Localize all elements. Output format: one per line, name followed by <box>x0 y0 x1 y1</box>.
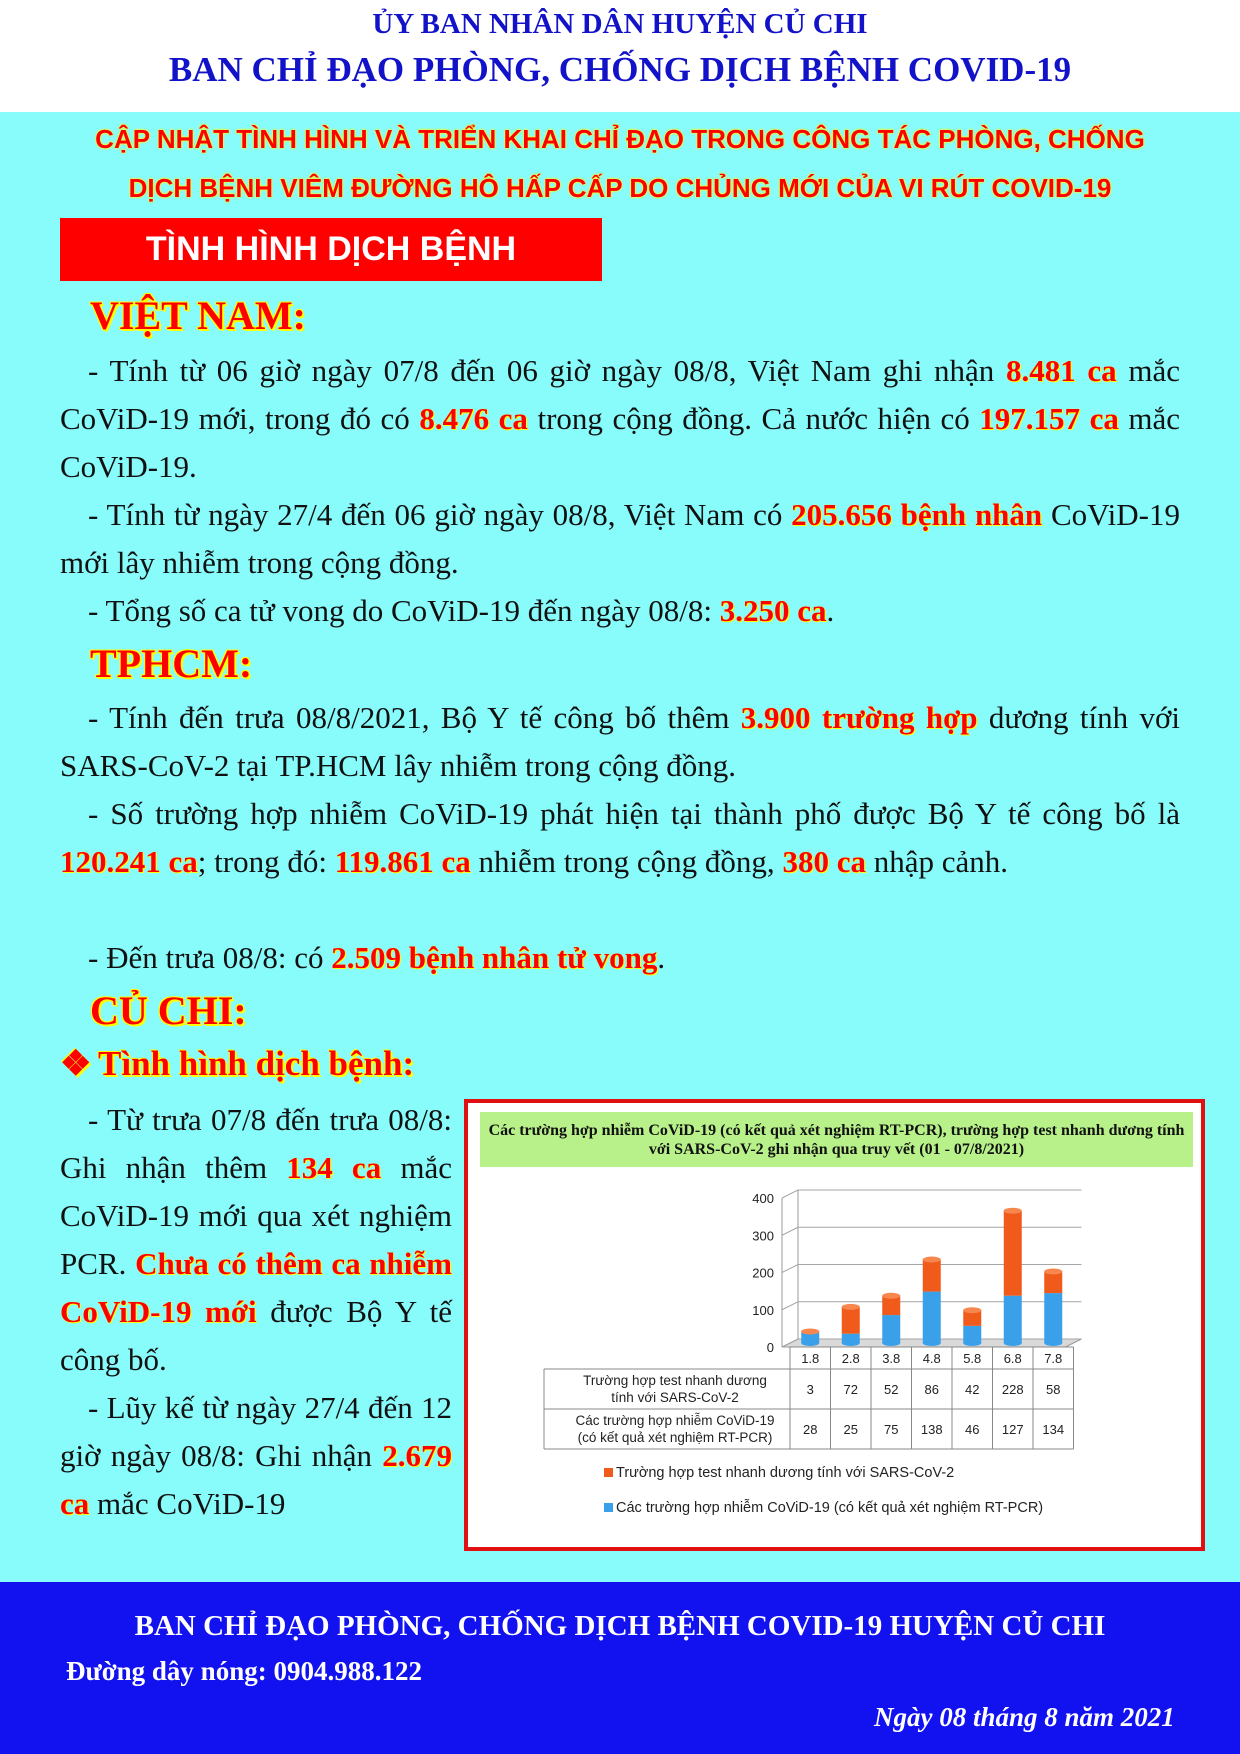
heading-vietnam: VIỆT NAM: <box>90 293 306 338</box>
cuchi-paragraph-1: - Từ trưa 07/8 đến trưa 08/8: Ghi nhận thêm 134 ca mắc CoViD-19 mới qua xét nghiệm PCR. Chưa có thêm ca nhiễm CoViD-19 mới được Bộ Y tế công bố. <box>60 1102 453 1377</box>
table-row-label: (có kết quả xét nghiệm RT-PCR) <box>577 1430 773 1445</box>
y-tick-label: 100 <box>752 1302 774 1318</box>
y-tick-label: 300 <box>752 1228 774 1244</box>
bar-base-cap <box>882 1340 900 1346</box>
bar-base-cap <box>923 1340 941 1346</box>
subtitle-line-2: DỊCH BỆNH VIÊM ĐƯỜNG HÔ HẤP CẤP DO CHỦNG MỚI CỦA VI RÚT COVID-19 <box>128 173 1112 203</box>
table-value: 138 <box>920 1422 943 1437</box>
bar-top-cap <box>1004 1208 1022 1214</box>
table-value: 42 <box>965 1382 980 1397</box>
bar-rt-pcr <box>1004 1296 1022 1343</box>
table-value: 58 <box>1046 1382 1061 1397</box>
footer-committee: BAN CHỈ ĐẠO PHÒNG, CHỐNG DỊCH BỆNH COVID-19 HUYỆN CỦ CHI <box>134 1610 1106 1642</box>
chart-title: Các trường hợp nhiễm CoViD-19 (có kết quả xét nghiệm RT-PCR), trường hợp test nhanh dương tính với SARS-CoV-2 ghi nhận qua truy vết (01 - 07/8/2021) <box>480 1112 1193 1167</box>
stacked-bar-chart <box>468 1103 1201 1547</box>
bar-top-cap <box>882 1293 900 1299</box>
cuchi-text-column <box>60 1096 452 1528</box>
table-row-label: Các trường hợp nhiễm CoViD-19 <box>575 1413 775 1428</box>
footer-date: Ngày 08 tháng 8 năm 2021 <box>874 1702 1175 1732</box>
bar-top-cap <box>963 1307 981 1313</box>
header-org: ỦY BAN NHÂN DÂN HUYỆN CỦ CHI <box>372 8 868 40</box>
table-row-label: tính với SARS-CoV-2 <box>611 1390 739 1405</box>
table-value: 86 <box>924 1382 939 1397</box>
bar-base-cap <box>963 1340 981 1346</box>
vietnam-paragraph-2: - Tính từ ngày 27/4 đến 06 giờ ngày 08/8, Việt Nam có 205.656 bệnh nhân CoViD-19 mới lây nhiễm trong cộng đồng. <box>60 497 1180 580</box>
gridline <box>782 1190 1082 1198</box>
x-tick-label: 3.8 <box>882 1351 901 1366</box>
section-banner: TÌNH HÌNH DỊCH BỆNH <box>60 218 602 281</box>
cuchi-subheading: ❖ Tình hình dịch bệnh: <box>60 1044 415 1083</box>
table-row-label: Trường hợp test nhanh dương <box>583 1373 767 1388</box>
bar-rapid-test <box>923 1260 941 1292</box>
hcm-paragraph-1: - Tính đến trưa 08/8/2021, Bộ Y tế công bố thêm 3.900 trường hợp dương tính với SARS-CoV-2 tại TP.HCM lây nhiễm trong cộng đồng. <box>60 700 1180 783</box>
table-value: 127 <box>1001 1422 1024 1437</box>
cuchi-paragraph-2: - Lũy kế từ ngày 27/4 đến 12 giờ ngày 08/8: Ghi nhận 2.679 ca mắc CoViD-19 <box>60 1390 452 1521</box>
bar-rt-pcr <box>1044 1293 1062 1343</box>
table-value: 52 <box>884 1382 899 1397</box>
bar-base-cap <box>801 1340 819 1346</box>
y-tick-label: 0 <box>766 1340 774 1355</box>
table-value: 25 <box>843 1422 858 1437</box>
x-tick-label: 2.8 <box>841 1351 860 1366</box>
heading-hcm: TPHCM: <box>90 641 253 686</box>
table-value: 3 <box>806 1382 814 1397</box>
bar-rapid-test <box>1004 1211 1022 1296</box>
bar-rapid-test <box>842 1307 860 1334</box>
bar-rt-pcr <box>923 1292 941 1343</box>
vietnam-paragraph-1: - Tính từ 06 giờ ngày 07/8 đến 06 giờ ngày 08/8, Việt Nam ghi nhận 8.481 ca mắc CoViD-19 mới, trong đó có 8.476 ca trong cộng đồng. Cả nước hiện có 197.157 ca mắc CoViD-19. <box>60 353 1181 484</box>
bar-rt-pcr <box>882 1315 900 1343</box>
bar-top-cap <box>1044 1268 1062 1274</box>
legend-swatch <box>604 1468 613 1477</box>
chart-panel <box>464 1099 1205 1551</box>
legend-swatch <box>604 1503 613 1512</box>
diamond-bullet-icon: ❖ <box>60 1044 92 1083</box>
vietnam-paragraph-3: - Tổng số ca tử vong do CoViD-19 đến ngày 08/8: 3.250 ca. <box>88 593 835 628</box>
x-tick-label: 1.8 <box>801 1351 820 1366</box>
y-tick-label: 200 <box>752 1265 774 1281</box>
table-value: 75 <box>884 1422 899 1437</box>
bar-base-cap <box>1044 1340 1062 1346</box>
hcm-paragraph-3: - Đến trưa 08/8: có 2.509 bệnh nhân tử vong. <box>88 940 666 975</box>
table-value: 228 <box>1001 1382 1024 1397</box>
bar-top-cap <box>801 1328 819 1334</box>
y-tick-label: 400 <box>752 1191 774 1206</box>
bar-top-cap <box>842 1304 860 1310</box>
x-tick-label: 4.8 <box>922 1351 941 1366</box>
bar-base-cap <box>1004 1340 1022 1346</box>
hcm-paragraph-2: - Số trường hợp nhiễm CoViD-19 phát hiện tại thành phố được Bộ Y tế công bố là 120.241 ca; trong đó: 119.861 ca nhiễm trong cộng đồng, 380 ca nhập cảnh. <box>60 796 1180 879</box>
gridline <box>782 1227 1082 1235</box>
subtitle-line-1: CẬP NHẬT TÌNH HÌNH VÀ TRIỂN KHAI CHỈ ĐẠO TRONG CÔNG TÁC PHÒNG, CHỐNG <box>95 124 1145 154</box>
table-value: 134 <box>1042 1422 1065 1437</box>
table-value: 72 <box>843 1382 858 1397</box>
header-committee: BAN CHỈ ĐẠO PHÒNG, CHỐNG DỊCH BỆNH COVID-19 <box>168 50 1072 89</box>
bar-top-cap <box>923 1257 941 1263</box>
bar-rapid-test <box>1044 1271 1062 1293</box>
footer-hotline: Đường dây nóng: 0904.988.122 <box>66 1656 422 1686</box>
x-tick-label: 7.8 <box>1044 1351 1063 1366</box>
x-tick-label: 6.8 <box>1003 1351 1022 1366</box>
bar-base-cap <box>842 1340 860 1346</box>
legend-label: Trường hợp test nhanh dương tính với SARS-CoV-2 <box>616 1465 955 1481</box>
table-value: 28 <box>803 1422 818 1437</box>
legend-label: Các trường hợp nhiễm CoViD-19 (có kết quả xét nghiệm RT-PCR) <box>616 1500 1044 1516</box>
x-tick-label: 5.8 <box>963 1351 982 1366</box>
heading-cuchi: CỦ CHI: <box>90 988 247 1033</box>
table-value: 46 <box>965 1422 980 1437</box>
